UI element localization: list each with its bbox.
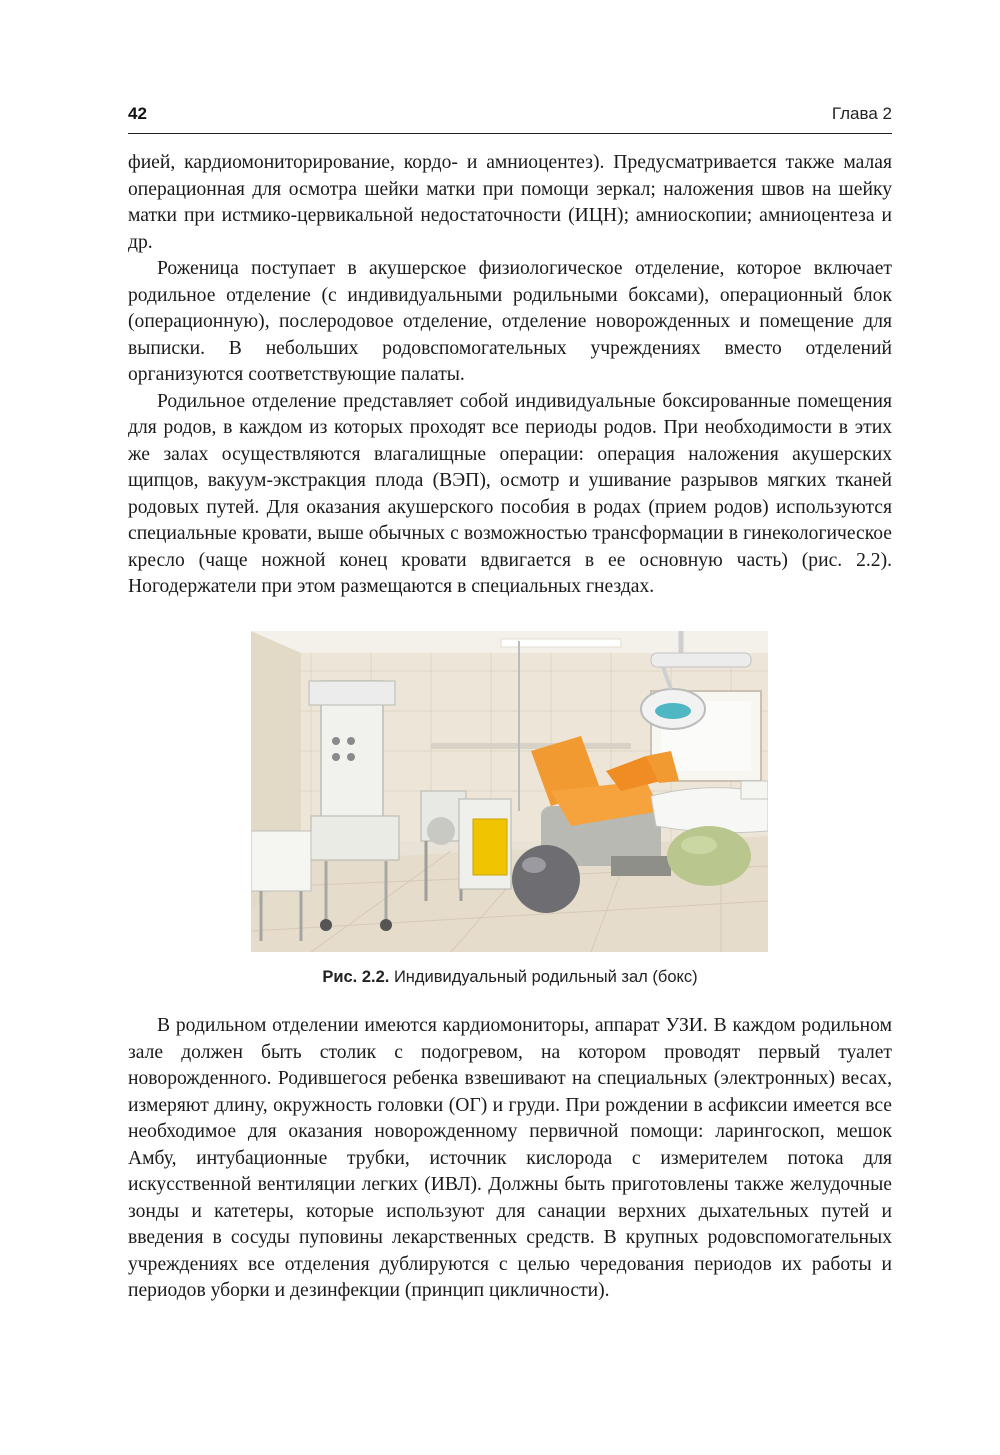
paragraph: В родильном отделении имеются кардиомониторы, аппарат УЗИ. В каждом родильном зале должен быть столик с подогревом, на котором проводят первый туалет новорожденного. Родившегося ребенка взвешивают на специальных (электронных) весах, измеряют длину, окружность головки (ОГ) и груди. При рождении в асфиксии имеется все необходимое для оказания новорожденному первичной помощи: ларингоскоп, мешок Амбу, интубационные трубки, источник кислорода с измерителем потока для искусственной вентиляции легких (ИВЛ). Должны быть приготовлены также желудочные зонды и катетеры, которые используют для санации верхних дыхательных путей и введения в сосуды пуповины лекарственных средств. В крупных родовспомогательных учреждениях все отделения дублируются с целью чередования периодов их работы и периодов уборки и дезинфекции (принцип цикличности). <box>128 1015 892 1301</box>
paragraph: Родильное отделение представляет собой индивидуальные боксированные помещения для родов, в каждом из которых проходят все периоды родов. При необходимости в этих же залах осуществляются влагалищные операции: операция наложения акушерских щипцов, вакуум-экстракция плода (ВЭП), осмотр и ушивание разрывов мягких тканей родовых путей. Для оказания акушерского пособия в родах (прием родов) используются специальные кровати, выше обычных с возможностью трансформации в гинекологическое кресло (чаще ножной конец кровати вдвигается в ее основную часть) (рис. 2.2). Ногодержатели при этом размещаются в специальных гнездах. <box>128 390 892 597</box>
paragraph: фией, кардиомониторирование, кордо- и амниоцентез). Предусматривается также малая операционная для осмотра шейки матки при помощи зеркал; наложения швов на шейку матки при истмико-цервикальной недостаточности (ИЦН); амниоскопии; амниоцентеза и др. <box>128 152 892 253</box>
figure-caption <box>128 968 892 987</box>
delivery-room-photo <box>251 631 768 952</box>
header-rule <box>128 133 892 134</box>
body-text-top <box>128 150 892 601</box>
paragraph: Роженица поступает в акушерское физиологическое отделение, которое включает родильное отделение (с индивидуальными родильными боксами), операционный блок (операционную), послеродовое отделение, отделение новорожденных и помещение для выписки. В небольших родовспомогательных учреждениях вместо отделений организуются соответствующие палаты. <box>128 258 892 385</box>
page-number: 42 <box>128 104 147 123</box>
chapter-title: Глава 2 <box>831 104 892 123</box>
figure-label: Рис. 2.2. <box>322 968 390 986</box>
running-header <box>128 104 892 128</box>
body-text-bottom <box>128 1013 892 1305</box>
figure-caption-text: Индивидуальный родильный зал (бокс) <box>393 968 698 986</box>
